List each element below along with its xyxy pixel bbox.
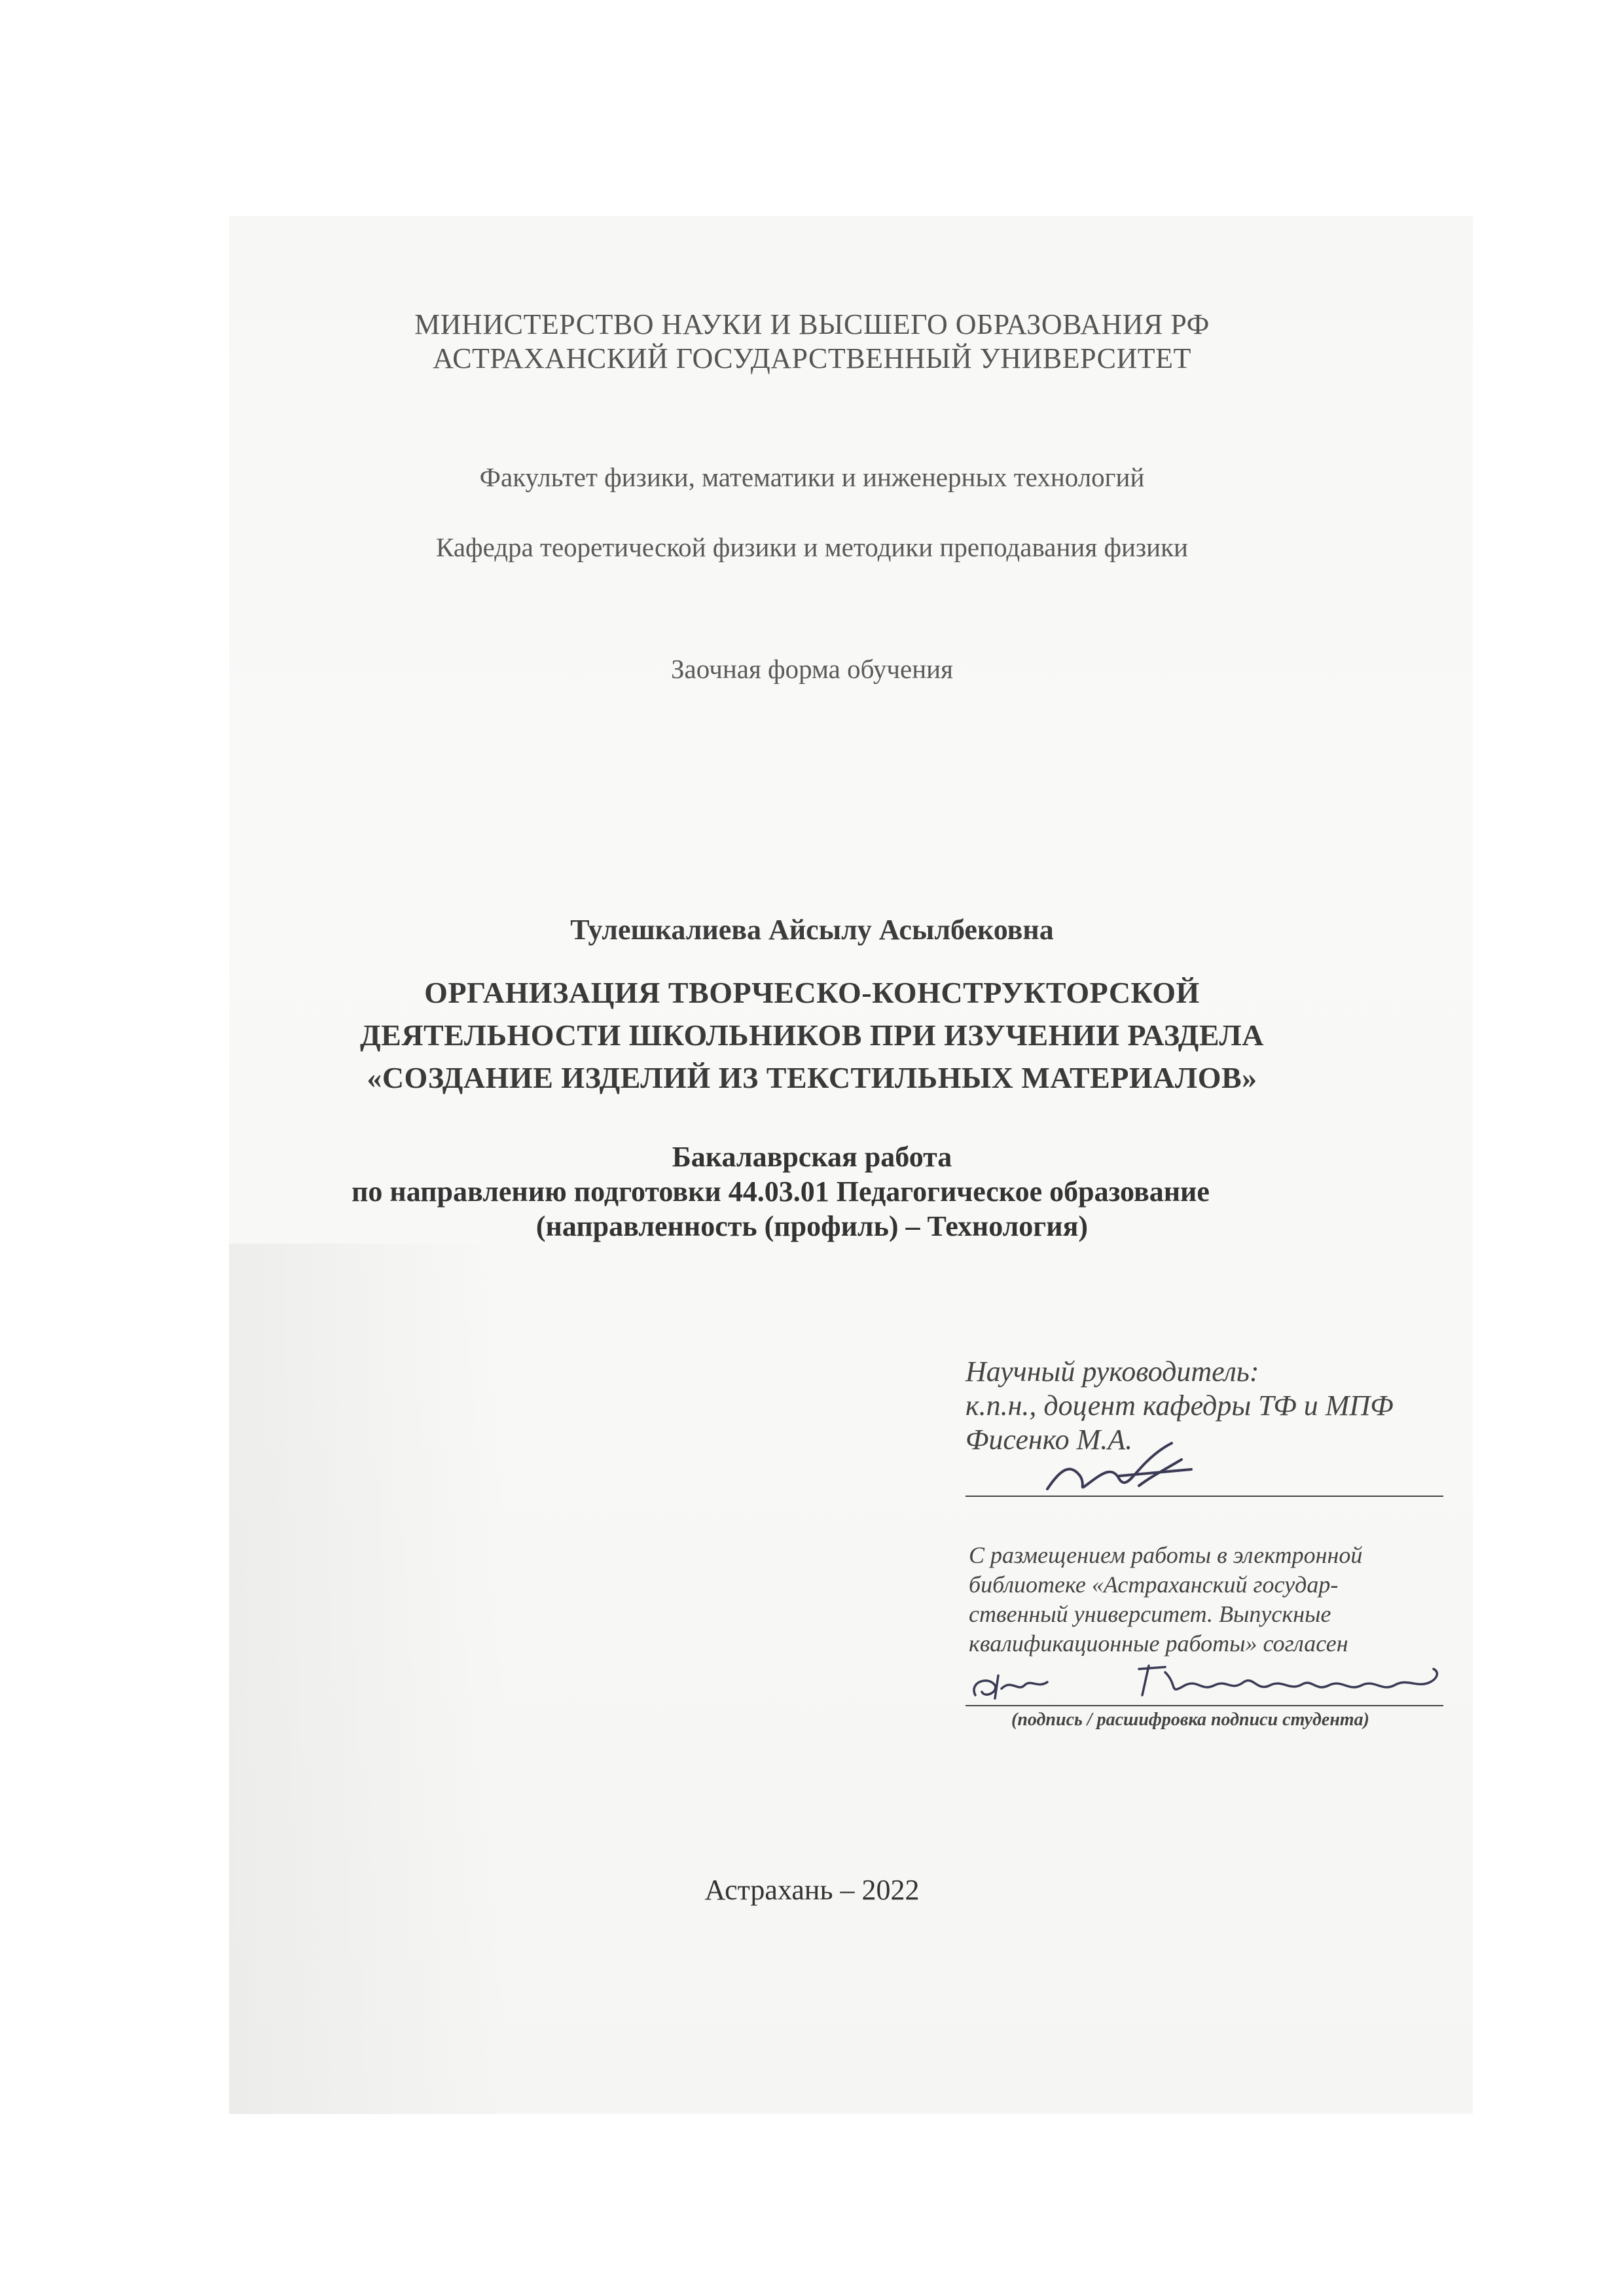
- title-line-1: ОРГАНИЗАЦИЯ ТВОРЧЕСКО-КОНСТРУКТОРСКОЙ: [424, 976, 1200, 1009]
- department-line: Кафедра теоретической физики и методики преподавания физики: [436, 532, 1188, 562]
- student-name-handwritten: [1139, 1659, 1447, 1712]
- title-line-2: ДЕЯТЕЛЬНОСТИ ШКОЛЬНИКОВ ПРИ ИЗУЧЕНИИ РАЗДЕЛА: [359, 1018, 1265, 1052]
- student-signature-line: [965, 1705, 1443, 1706]
- title-line-3: «СОЗДАНИЕ ИЗДЕЛИЙ ИЗ ТЕКСТИЛЬНЫХ МАТЕРИАЛОВ»: [367, 1061, 1257, 1094]
- supervisor-label: Научный руководитель:: [965, 1355, 1259, 1388]
- faculty-line: Факультет физики, математики и инженерных технологий: [479, 462, 1145, 492]
- consent-line-3: ственный университет. Выпускные: [969, 1601, 1331, 1627]
- supervisor-position: к.п.н., доцент кафедры ТФ и МПФ: [965, 1390, 1394, 1422]
- consent-line-1: С размещением работы в электронной: [969, 1542, 1363, 1568]
- author-name: Тулешкалиева Айсылу Асылбековна: [570, 914, 1054, 946]
- profile-line: (направленность (профиль) – Технология): [535, 1210, 1089, 1242]
- consent-line-4: квалификационные работы» согласен: [969, 1630, 1348, 1657]
- supervisor-name: Фисенко М.А.: [965, 1424, 1133, 1456]
- supervisor-signature-line: [965, 1496, 1443, 1497]
- city-year: Астрахань – 2022: [704, 1874, 920, 1906]
- ministry-heading: МИНИСТЕРСТВО НАУКИ И ВЫСШЕГО ОБРАЗОВАНИЯ РФ: [414, 308, 1210, 340]
- supervisor-signature: [1041, 1437, 1211, 1509]
- work-type: Бакалаврская работа: [672, 1141, 952, 1173]
- university-heading: АСТРАХАНСКИЙ ГОСУДАРСТВЕННЫЙ УНИВЕРСИТЕТ: [433, 342, 1191, 374]
- scan-shadow: [229, 1244, 504, 2114]
- signature-caption: (подпись / расшифровка подписи студента): [1011, 1710, 1369, 1730]
- consent-line-2: библиотеке «Астраханский государ-: [969, 1571, 1339, 1598]
- direction-line: по направлению подготовки 44.03.01 Педагогическое образование: [352, 1175, 1210, 1208]
- study-form-line: Заочная форма обучения: [671, 654, 953, 684]
- student-signature: [962, 1662, 1093, 1708]
